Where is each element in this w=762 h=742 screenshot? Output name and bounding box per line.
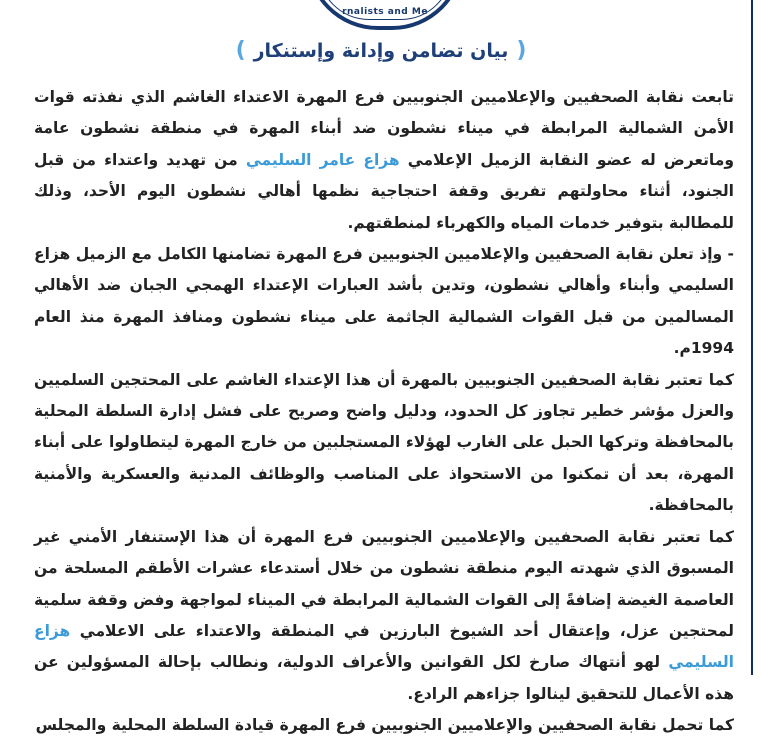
paragraph-4-text-a: كما تعتبر نقابة الصحفيين والإعلاميين الجنوبيين فرع المهرة أن هذا الإستنفار الأمني غير المسبوق الذي شهدته اليوم منطقة نشطون من خلال أستدعاء عشرات الأطقم المسلحة من العاصمة الغيضة إضافةً إلى القوات الشمالية المرابطة في الميناء لمواجهة وفض وقفة سلمية لمحتجين عزل، وإعتقال أحد الشيوخ البارزين في المنطقة والاعتداء على الاعلامي (34, 527, 734, 640)
statement-body (34, 82, 734, 742)
union-logo (306, 0, 464, 30)
paragraph-2: - وإذ تعلن نقابة الصحفيين والإعلاميين الجنوبيين فرع المهرة تضامنها الكامل مع الزميل هزاع السليمي وأبناء وأهالي نشطون، وتدين بأشد العبارات الإعتداء الهمجي الجبان ضد الأهالي المسالمين من قبل القوات الشمالية الجاثمة على ميناء نشطون ومنافذ المهرة منذ العام 1994م. (34, 245, 734, 358)
statement-title: ) بيان تضامن وإدانة وإستنكار ( (236, 34, 527, 68)
journalist-name-highlight-2: هزاع السليمي (34, 621, 734, 672)
paragraph-4 (34, 522, 734, 710)
paragraph-1-text-b: من تهديد واعتداء من قبل الجنود، أثناء محاولتهم تفريق وقفة احتجاجية نظمها أهالي نشطون اليوم الأحد، وذلك للمطالبة بتوفير خدمات المياه والكهرباء لمنطقتهم. (34, 150, 734, 232)
paragraph-5: كما تحمل نقابة الصحفيين والإعلاميين الجنوبيين فرع المهرة قيادة السلطة المحلية والمجلس (35, 716, 734, 735)
paragraph-3: كما تعتبر نقابة الصحفيين الجنوبيين بالمهرة أن هذا الإعتداء الغاشم على المحتجين السلميين والعزل مؤشر خطير تجاوز كل الحدود، ودليل واضح وصريح على فشل إدارة السلطة المحلية بالمحافظة وتركها الحبل على الغارب لهؤلاء المستجلبين من خارج المهرة ليتطاولوا على أبناء المهرة، بعد أن تمكنوا من الاستحواذ على المناصب والوظائف المدنية والعسكرية والأمنية بالمحافظة. (34, 370, 734, 515)
page-border-line (751, 0, 753, 675)
title-wrap (0, 34, 762, 68)
journalist-name-highlight: هزاع عامر السليمي (245, 150, 400, 169)
paragraph-1-text-a: تابعت نقابة الصحفيين والإعلاميين الجنوبيين فرع المهرة الاعتداء الغاشم الذي نفذته قوات الأمن الشمالية المرابطة في ميناء نشطون ضد أبناء المهرة في منطقة نشطون عامة وماتعرض له عضو النقابة الزميل الإعلامي (34, 88, 734, 169)
logo-text: rnalists and Me (342, 7, 428, 17)
paragraph-1 (34, 82, 734, 239)
paragraph-4-text-b: لهو أنتهاك صارخ لكل القوانين والأعراف الدولية، ونطالب بإحالة المسؤولين عن هذه الأعمال للتحقيق لينالوا جزاءهم الرادع. (34, 653, 734, 703)
